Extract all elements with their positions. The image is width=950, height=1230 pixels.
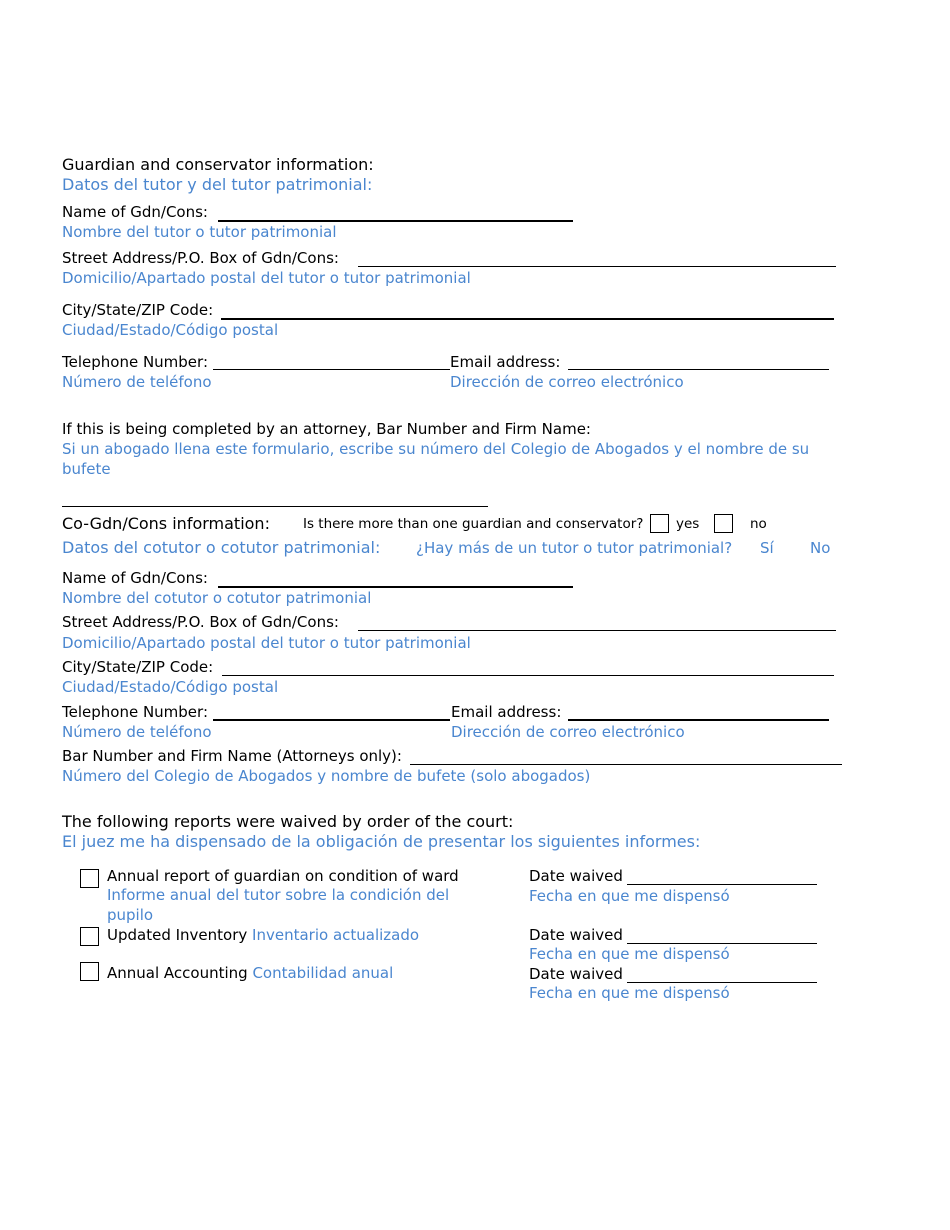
co-email-field[interactable] (568, 719, 829, 721)
co-phone-field[interactable] (213, 719, 450, 721)
annual-accounting-label-en: Annual Accounting (107, 964, 248, 982)
yes-label: yes (676, 516, 700, 532)
updated-inventory-label-es: Inventario actualizado (252, 926, 420, 944)
reports-heading: The following reports were waived by order of the court: (62, 812, 514, 831)
phone-label-es: Número de teléfono (62, 373, 212, 391)
updated-inventory-label-en: Updated Inventory (107, 926, 248, 944)
updated-inventory-label (107, 926, 419, 944)
annual-report-label: Annual report of guardian on condition of ward (107, 867, 459, 885)
co-name-field[interactable] (218, 586, 573, 588)
co-bar-field[interactable] (410, 764, 842, 765)
no-label-es: No (810, 539, 831, 557)
city-label-es: Ciudad/Estado/Código postal (62, 321, 279, 339)
co-city-label: City/State/ZIP Code: (62, 658, 214, 676)
city-field[interactable] (221, 318, 834, 320)
date-waived-label-es-2: Fecha en que me dispensó (529, 945, 730, 963)
annual-report-checkbox[interactable] (80, 869, 99, 888)
annual-accounting-label (107, 964, 393, 982)
yes-label-es: Sí (760, 539, 774, 557)
annual-report-label-es-line2: pupilo (107, 906, 154, 924)
co-phone-label-es: Número de teléfono (62, 723, 212, 741)
city-label: City/State/ZIP Code: (62, 301, 214, 319)
no-label: no (750, 516, 767, 532)
date-waived-field-2[interactable] (627, 943, 817, 944)
annual-report-label-es-line1: Informe anual del tutor sobre la condición del (107, 886, 450, 904)
date-waived-label-es-3: Fecha en que me dispensó (529, 984, 730, 1002)
address-label-es: Domicilio/Apartado postal del tutor o tutor patrimonial (62, 269, 471, 287)
name-label-es: Nombre del tutor o tutor patrimonial (62, 223, 337, 241)
phone-field[interactable] (213, 369, 450, 370)
co-bar-label: Bar Number and Firm Name (Attorneys only): (62, 747, 402, 765)
email-label-es: Dirección de correo electrónico (450, 373, 684, 391)
attorney-label-es-line2: bufete (62, 460, 111, 478)
name-label: Name of Gdn/Cons: (62, 203, 208, 221)
guardian-heading-es: Datos del tutor y del tutor patrimonial: (62, 175, 373, 194)
attorney-label: If this is being completed by an attorney, Bar Number and Firm Name: (62, 420, 591, 438)
co-address-field[interactable] (358, 630, 836, 631)
email-label: Email address: (450, 353, 561, 371)
date-waived-label-1: Date waived (529, 867, 623, 885)
co-heading-es: Datos del cotutor o cotutor patrimonial: (62, 538, 381, 557)
co-bar-label-es: Número del Colegio de Abogados y nombre de bufete (solo abogados) (62, 767, 591, 785)
date-waived-label-es-1: Fecha en que me dispensó (529, 887, 730, 905)
co-heading: Co-Gdn/Cons information: (62, 514, 270, 533)
reports-heading-es: El juez me ha dispensado de la obligación de presentar los siguientes informes: (62, 832, 701, 851)
more-than-one-question: Is there more than one guardian and conservator? (303, 516, 644, 532)
address-field[interactable] (358, 266, 836, 267)
co-city-field[interactable] (222, 675, 834, 676)
date-waived-label-3: Date waived (529, 965, 623, 983)
date-waived-field-1[interactable] (627, 884, 817, 885)
updated-inventory-checkbox[interactable] (80, 927, 99, 946)
name-field[interactable] (218, 220, 573, 222)
phone-label: Telephone Number: (62, 353, 208, 371)
email-field[interactable] (568, 369, 829, 370)
co-name-label-es: Nombre del cotutor o cotutor patrimonial (62, 589, 372, 607)
date-waived-field-3[interactable] (627, 982, 817, 983)
co-address-label-es: Domicilio/Apartado postal del tutor o tutor patrimonial (62, 634, 471, 652)
co-name-label: Name of Gdn/Cons: (62, 569, 208, 587)
co-email-label-es: Dirección de correo electrónico (451, 723, 685, 741)
co-email-label: Email address: (451, 703, 562, 721)
address-label: Street Address/P.O. Box of Gdn/Cons: (62, 249, 339, 267)
date-waived-label-2: Date waived (529, 926, 623, 944)
attorney-field[interactable] (62, 506, 488, 507)
yes-checkbox[interactable] (650, 514, 669, 533)
attorney-label-es-line1: Si un abogado llena este formulario, escribe su número del Colegio de Abogados y el nombre de su (62, 440, 810, 458)
annual-accounting-checkbox[interactable] (80, 962, 99, 981)
guardian-heading: Guardian and conservator information: (62, 155, 374, 174)
co-address-label: Street Address/P.O. Box of Gdn/Cons: (62, 613, 339, 631)
co-city-label-es: Ciudad/Estado/Código postal (62, 678, 279, 696)
no-checkbox[interactable] (714, 514, 733, 533)
annual-accounting-label-es: Contabilidad anual (252, 964, 394, 982)
more-than-one-question-es: ¿Hay más de un tutor o tutor patrimonial? (416, 539, 733, 557)
co-phone-label: Telephone Number: (62, 703, 208, 721)
